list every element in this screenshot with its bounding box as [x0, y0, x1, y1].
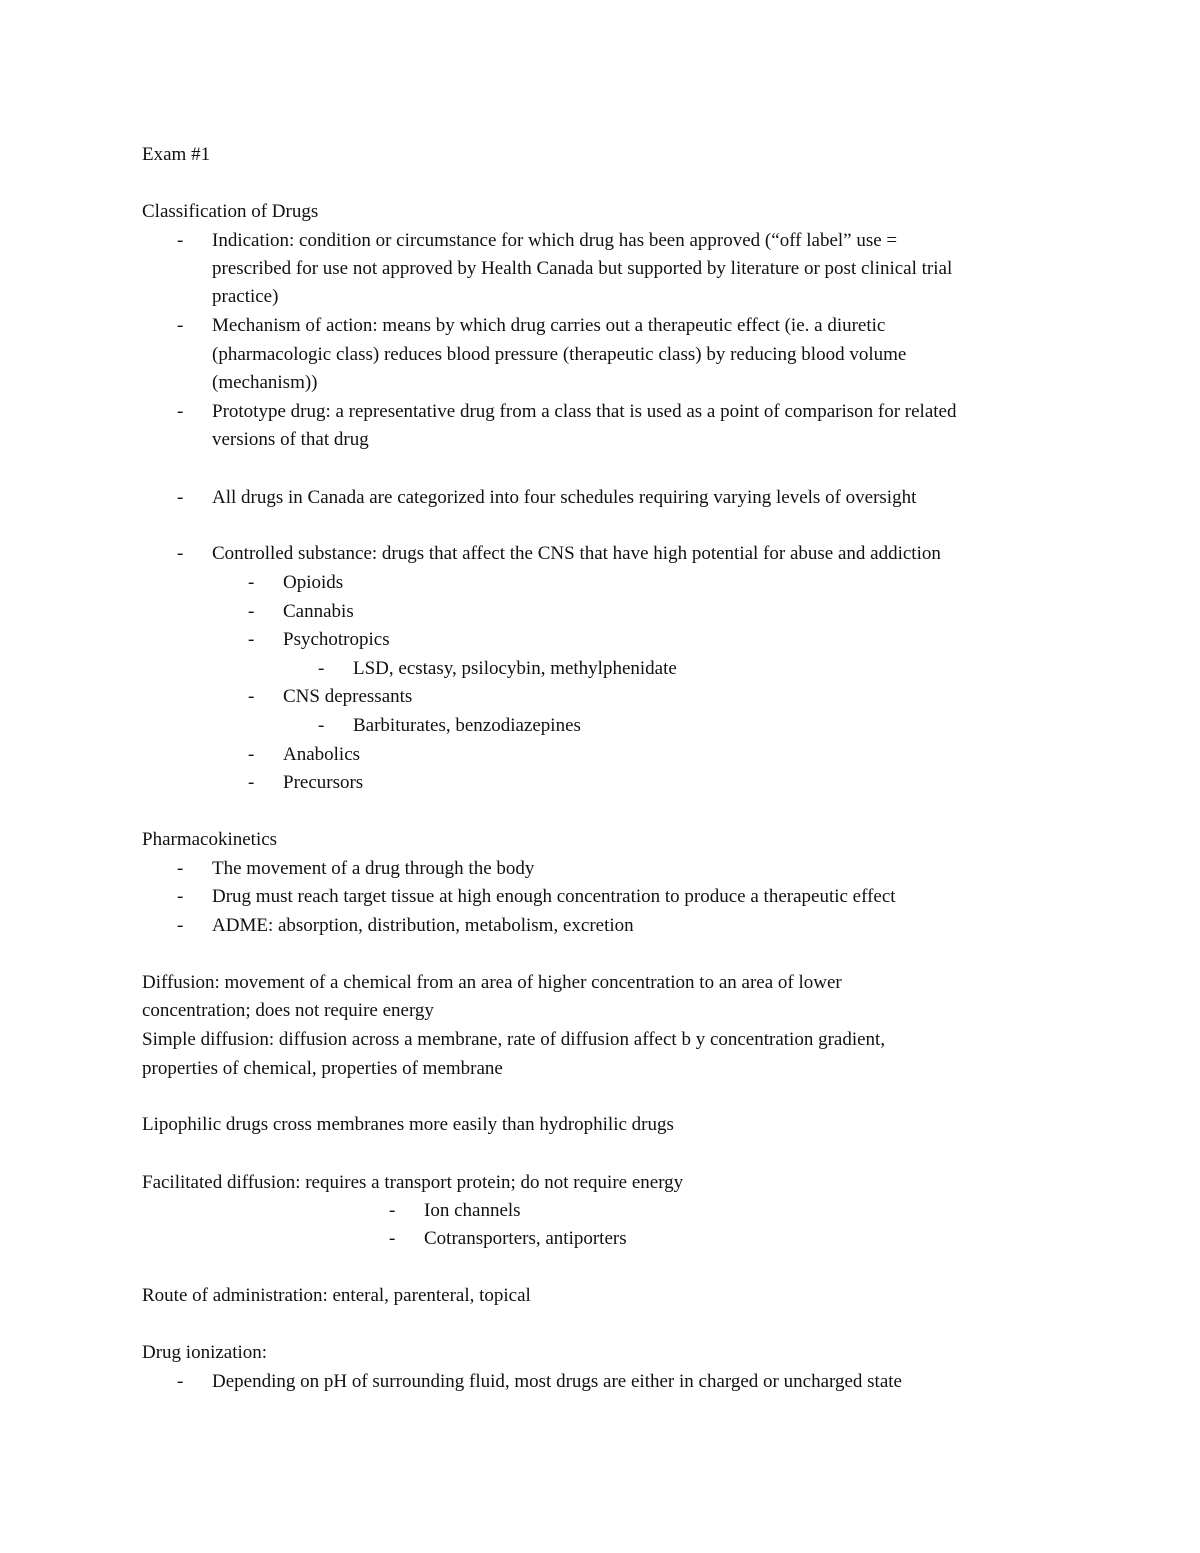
list-item-cns-examples: Barbiturates, benzodiazepines [353, 715, 581, 736]
pk-item: Drug must reach target tissue at high enough concentration to produce a therapeutic effect [212, 886, 896, 907]
simple-diffusion-line-1: Simple diffusion: diffusion across a membrane, rate of diffusion affect b y concentration gradient, [142, 1029, 886, 1050]
ionization-item: Depending on pH of surrounding fluid, most drugs are either in charged or uncharged state [212, 1371, 902, 1392]
bullet-dash: - [248, 629, 255, 650]
bullet-dash: - [177, 543, 184, 564]
list-item-cns-depressants: CNS depressants [283, 686, 413, 707]
list-item-opioids: Opioids [283, 572, 344, 593]
lipophilic-line: Lipophilic drugs cross membranes more easily than hydrophilic drugs [142, 1114, 674, 1135]
bullet-dash: - [318, 658, 325, 679]
mechanism-line-3: (mechanism)) [212, 372, 318, 393]
list-item-cotransporters: Cotransporters, antiporters [424, 1228, 627, 1249]
bullet-dash: - [248, 686, 255, 707]
bullet-dash: - [177, 315, 184, 336]
heading-classification: Classification of Drugs [142, 201, 319, 222]
list-item-anabolics: Anabolics [283, 744, 361, 765]
bullet-dash: - [389, 1228, 396, 1249]
prototype-line-1: Prototype drug: a representative drug from a class that is used as a point of comparison for related [212, 401, 957, 422]
list-item-psychotropics-examples: LSD, ecstasy, psilocybin, methylphenidate [353, 658, 677, 679]
pk-item: The movement of a drug through the body [212, 858, 535, 879]
mechanism-line-1: Mechanism of action: means by which drug carries out a therapeutic effect (ie. a diuretic [212, 315, 886, 336]
list-item-precursors: Precursors [283, 772, 364, 793]
bullet-dash: - [389, 1200, 396, 1221]
bullet-dash: - [248, 744, 255, 765]
simple-diffusion-line-2: properties of chemical, properties of membrane [142, 1058, 503, 1079]
bullet-dash: - [177, 401, 184, 422]
bullet-dash: - [177, 1371, 184, 1392]
list-item-cannabis: Cannabis [283, 601, 354, 622]
bullet-dash: - [177, 230, 184, 251]
heading-pharmacokinetics: Pharmacokinetics [142, 829, 278, 850]
bullet-dash: - [248, 601, 255, 622]
controlled-line: Controlled substance: drugs that affect the CNS that have high potential for abuse and addiction [212, 543, 941, 564]
schedules-line: All drugs in Canada are categorized into four schedules requiring varying levels of oversight [212, 487, 917, 508]
pk-item: ADME: absorption, distribution, metabolism, excretion [212, 915, 634, 936]
bullet-dash: - [177, 487, 184, 508]
list-item-psychotropics: Psychotropics [283, 629, 390, 650]
indication-line-1: Indication: condition or circumstance for which drug has been approved (“off label” use = [212, 230, 898, 251]
route-line: Route of administration: enteral, parenteral, topical [142, 1285, 531, 1306]
bullet-dash: - [318, 715, 325, 736]
indication-line-2: prescribed for use not approved by Health Canada but supported by literature or post clinical trial [212, 258, 953, 279]
bullet-dash: - [248, 572, 255, 593]
bullet-dash: - [177, 858, 184, 879]
bullet-dash: - [177, 915, 184, 936]
indication-line-3: practice) [212, 286, 279, 307]
heading-ionization: Drug ionization: [142, 1342, 268, 1363]
facilitated-line: Facilitated diffusion: requires a transport protein; do not require energy [142, 1172, 684, 1193]
prototype-line-2: versions of that drug [212, 429, 369, 450]
mechanism-line-2: (pharmacologic class) reduces blood pressure (therapeutic class) by reducing blood volume [212, 344, 907, 365]
doc-title: Exam #1 [142, 144, 211, 165]
diffusion-line-2: concentration; does not require energy [142, 1000, 434, 1021]
bullet-dash: - [177, 886, 184, 907]
list-item-ion-channels: Ion channels [424, 1200, 521, 1221]
diffusion-line-1: Diffusion: movement of a chemical from an area of higher concentration to an area of lower [142, 972, 842, 993]
bullet-dash: - [248, 772, 255, 793]
